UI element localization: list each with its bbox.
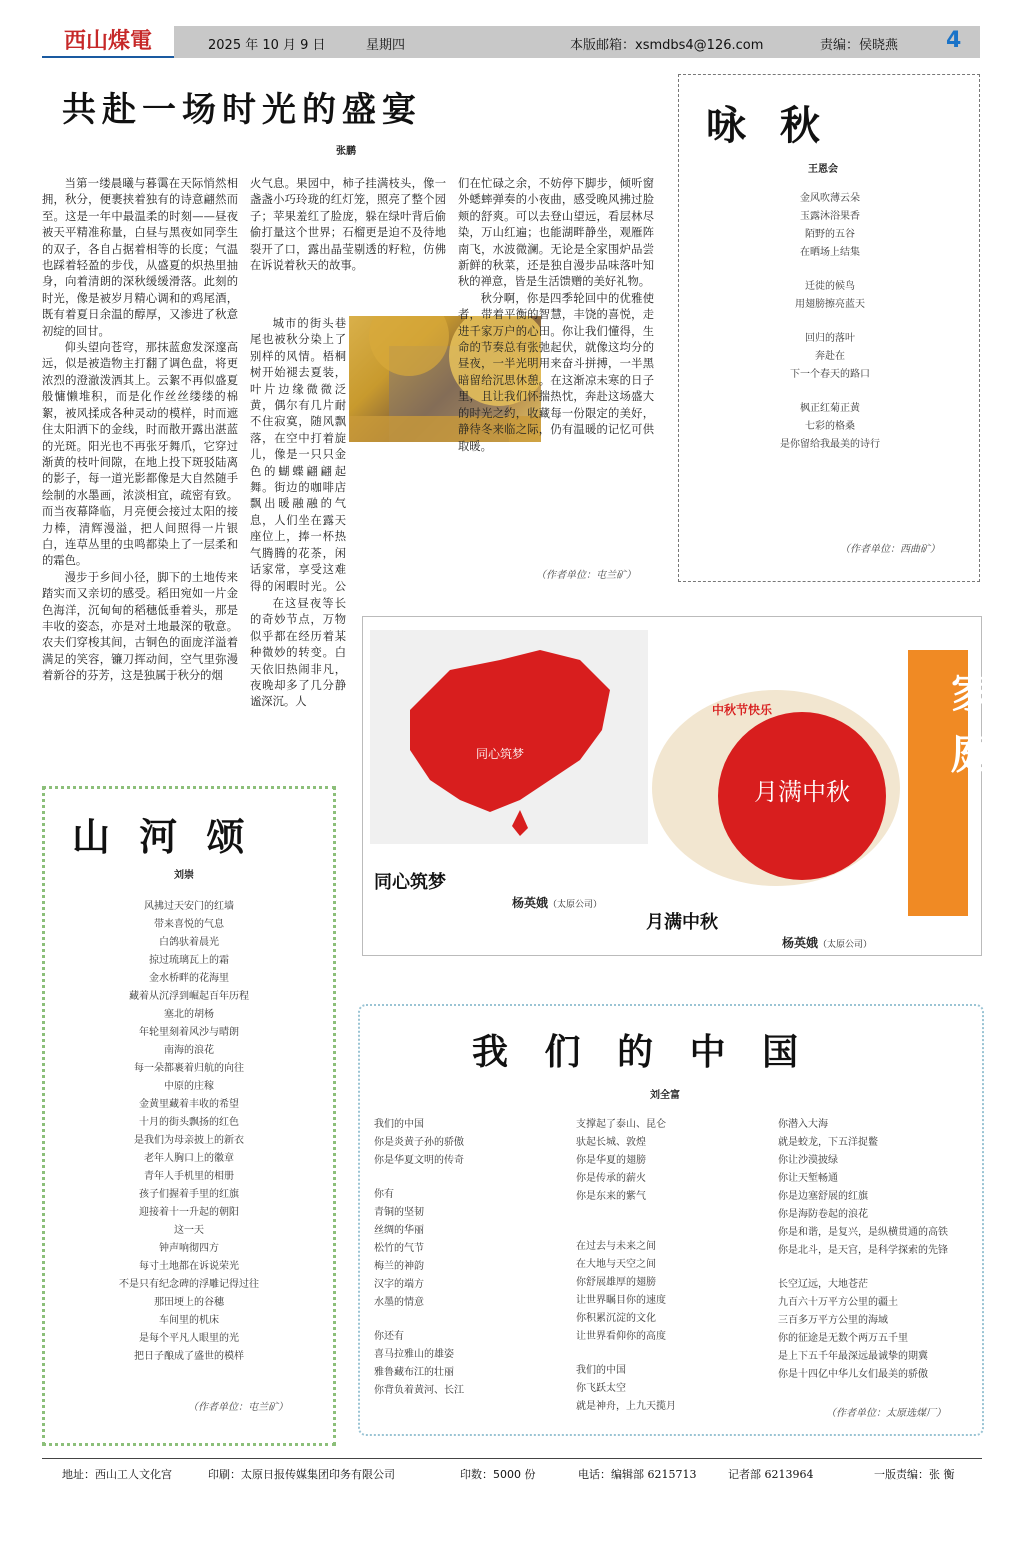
poem-line: 你是东来的紫气	[576, 1191, 646, 1202]
page-email: 本版邮箱：xsmdbs4@126.com	[570, 38, 764, 53]
poem-line: 七彩的格桑	[805, 421, 855, 432]
poem-line: 你背负着黄河、长江	[374, 1385, 464, 1396]
essay-column-1	[42, 176, 238, 754]
poem-gap	[576, 1346, 766, 1362]
poem-line: 松竹的气节	[374, 1243, 424, 1254]
poem-gap	[374, 1312, 564, 1328]
footer-phone-editorial: 6215713	[647, 1468, 697, 1481]
poem-line: 孩子们握着手里的红旗	[139, 1189, 239, 1200]
footer-reporter-label: 记者部	[728, 1468, 761, 1481]
work2-title: 月满中秋	[646, 912, 718, 933]
family-tag-text: 家 庭	[943, 670, 994, 774]
china-map-papercut	[370, 630, 648, 844]
issue-date: 2025 年 10 月 9 日	[208, 38, 326, 53]
poem-line: 你积累沉淀的文化	[576, 1313, 656, 1324]
poem-line: 中原的庄稼	[164, 1081, 214, 1092]
poem-line: 迁徙的候鸟	[805, 281, 855, 292]
poem-line: 喜马拉雅山的雄姿	[374, 1349, 454, 1360]
poem-line: 你是边塞舒展的红旗	[778, 1191, 868, 1202]
poem-line: 你是华夏文明的传奇	[374, 1155, 464, 1166]
poem-line: 陌野的五谷	[805, 229, 855, 240]
work1-author-unit: （太原公司）	[548, 900, 603, 910]
shanhe-title: 山 河 颂	[72, 815, 253, 859]
poem-line: 回归的落叶	[805, 333, 855, 344]
essay-para: 在这昼夜等长的奇妙节点，万物似乎都在经历着某种微妙的转变。白天依旧热闹非凡，夜晚却多了几分静谧深沉。人	[250, 597, 346, 709]
poem-line: 塞北的胡杨	[164, 1009, 214, 1020]
poem-line: 枫正红菊正黄	[800, 403, 860, 414]
poem-line: 汉字的端方	[374, 1279, 424, 1290]
poem-line: 我们的中国	[374, 1119, 424, 1130]
poem-line: 是上下五千年最深远最诚挚的期冀	[778, 1351, 928, 1362]
poem-line: 你飞跃太空	[576, 1383, 626, 1394]
poem-line: 奔赴在	[815, 351, 845, 362]
essay-para: 秋分啊，你是四季轮回中的优雅使者，带着平衡的智慧，丰饶的喜悦，走进千家万户的心田。你让我们懂得，生命的节奏总有张弛起伏，就像这均分的昼夜，一半光明用来奋斗拼搏，一半黑暗留给沉思休憩。在这渐凉未寒的日子里，且让我们怀揣热忱，奔赴这场盛大的时光之约，收藏每一份限定的美好，静待冬来临之际，仍有温暖的记忆可供取暖。	[458, 291, 654, 453]
poem-line: 是我们为母亲披上的新衣	[134, 1135, 244, 1146]
poem-line: 玉露沐浴果香	[800, 211, 860, 222]
poem-line: 南海的浪花	[164, 1045, 214, 1056]
poem-line: 这一天	[174, 1225, 204, 1236]
page-number: 4	[946, 28, 962, 53]
poem-line: 把日子酿成了盛世的模样	[134, 1351, 244, 1362]
poem-line: 车间里的机床	[159, 1315, 219, 1326]
shanhe-author-unit: （作者单位：屯兰矿）	[188, 1402, 288, 1413]
poem-gap	[576, 1222, 766, 1238]
poem-line: 你有	[374, 1189, 394, 1200]
poem-line: 青铜的坚韧	[374, 1207, 424, 1218]
essay-para: 漫步于乡间小径，脚下的土地传来踏实而又亲切的感受。稻田宛如一片金色海洋，沉甸甸的稻穗低垂着头，那是丰收的姿态，亦是对土地最深的敬意。农夫们穿梭其间，古铜色的面庞洋溢着满足的笑容，镰刀挥动间，空气里弥漫着新谷的芬芳，这是独属于秋分的烟	[42, 570, 238, 683]
yongqiu-title: 咏 秋	[706, 103, 830, 149]
ours-title: 我 们 的 中 国	[472, 1032, 811, 1073]
yongqiu-poem	[700, 190, 960, 454]
essay-author-unit: （作者单位：屯兰矿）	[536, 570, 636, 581]
essay-column-3	[458, 176, 654, 564]
poem-line: 金风吹薄云朵	[800, 193, 860, 204]
poem-line: 梅兰的神韵	[374, 1261, 424, 1272]
poem-line: 钟声响彻四方	[159, 1243, 219, 1254]
poem-line: 你让沙漠披绿	[778, 1155, 838, 1166]
essay-column-2-wrap	[250, 316, 346, 596]
poem-line: 就是神舟，上九天揽月	[576, 1401, 676, 1412]
footer-address: 地址：西山工人文化宫	[62, 1468, 172, 1481]
poem-line: 藏着从沉浮到崛起百年历程	[129, 991, 249, 1002]
poem-line: 白鸽驮着晨光	[159, 937, 219, 948]
poem-line: 丝绸的华丽	[374, 1225, 424, 1236]
poem-line: 让世界看仰你的高度	[576, 1331, 666, 1342]
poem-gap	[778, 1260, 976, 1276]
essay-para: 仰头望向苍穹，那抹蓝愈发深邃高远，似是被造物主打翻了调色盘，将更浓烈的澄澈泼洒其上。云絮不再似盛夏般慵懒堆积，而是化作丝丝缕缕的棉絮，被风揉成各种灵动的模样，时而遮住太阳洒下的金线，时而散开露出湛蓝的光斑。阳光也不再张牙舞爪，它穿过渐黄的枝叶间隙，在地上投下斑驳陆离的影子，每一道光影都像是大自然随手绘制的水墨画，浓淡相宜，疏密有致。而当夜幕降临，月亮便会接过太阳的接力棒，清辉漫溢，把人间照得一片银白，连草丛里的虫鸣都染上了一层柔和的霜色。	[42, 341, 238, 568]
papercut-1	[370, 630, 648, 844]
poem-line: 用翅膀擦亮蓝天	[795, 299, 865, 310]
poem-line: 三百多万平方公里的海域	[778, 1315, 888, 1326]
footer-phone-label: 电话：编辑部	[578, 1468, 644, 1481]
page-editor: 责编：侯晓燕	[820, 38, 899, 53]
poem-line: 在晒场上结集	[800, 247, 860, 258]
papercut-2-banner: 中秋节快乐	[712, 703, 773, 717]
ours-author-unit: （作者单位：太原选煤厂）	[826, 1408, 946, 1419]
poem-line: 十月的街头飘扬的红色	[139, 1117, 239, 1128]
poem-line: 水墨的情意	[374, 1297, 424, 1308]
ours-column-2	[576, 1116, 766, 1416]
poem-line: 掠过琉璃瓦上的霜	[149, 955, 229, 966]
yongqiu-author-unit: （作者单位：西曲矿）	[840, 544, 940, 555]
yongqiu-author: 王恩会	[808, 164, 838, 175]
poem-line: 支撑起了泰山、昆仑	[576, 1119, 666, 1130]
ours-column-1	[374, 1116, 564, 1400]
essay-para: 火气息。果园中，柿子挂满枝头，像一盏盏小巧玲珑的红灯笼，照亮了整个园子；苹果羞红了脸庞，躲在绿叶背后偷偷打量这个世界；石榴更是迫不及待地裂开了口，露出晶莹剔透的籽粒，仿佛在诉说着秋天的故事。	[250, 177, 446, 273]
work1-title: 同心筑梦	[374, 872, 446, 893]
footer-printer: 印刷：太原日报传媒集团印务有限公司	[208, 1468, 395, 1481]
poem-line: 你是和谐，是复兴，是纵横贯通的高铁	[778, 1227, 948, 1238]
poem-line: 风拂过天安门的红墙	[144, 901, 234, 912]
poem-line: 迎接着十一升起的朝阳	[139, 1207, 239, 1218]
poem-line: 你舒展雄厚的翅膀	[576, 1277, 656, 1288]
footer-reporter	[728, 1466, 814, 1482]
poem-line: 带来喜悦的气息	[154, 919, 224, 930]
poem-gap	[374, 1170, 564, 1186]
poem-line: 青年人手机里的相册	[144, 1171, 234, 1182]
poem-line: 让世界瞩目你的速度	[576, 1295, 666, 1306]
poem-line: 不是只有纪念碑的浮雕记得过往	[119, 1279, 259, 1290]
essay-para: 城市的街头巷尾也被秋分染上了别样的风情。梧桐树开始褪去夏装，叶片边缘微微泛黄，偶尔有几片耐不住寂寞，随风飘落，在空中打着旋儿，像是一只只金色的蝴蝶翩翩起舞。街边的咖啡店飘出暖融融的气息，人们坐在露天座位上，捧一杯热气腾腾的花茶，闲话家常，享受这难得的闲暇时光。公	[250, 317, 346, 593]
poem-line: 你让天堑畅通	[778, 1173, 838, 1184]
footer-copies: 印数：5000 份	[460, 1468, 536, 1481]
poem-line: 你的征途是无数个两万五千里	[778, 1333, 908, 1344]
poem-line: 金水桥畔的花海里	[149, 973, 229, 984]
poem-line: 你是炎黄子孙的骄傲	[374, 1137, 464, 1148]
poem-line: 下一个春天的路口	[790, 369, 870, 380]
poem-line: 那田埂上的谷穗	[154, 1297, 224, 1308]
poem-line: 九百六十万平方公里的疆土	[778, 1297, 898, 1308]
issue-weekday: 星期四	[366, 38, 406, 53]
poem-line: 你是华夏的翅膀	[576, 1155, 646, 1166]
poem-line: 年轮里刻着风沙与晴朗	[139, 1027, 239, 1038]
poem-gap	[576, 1206, 766, 1222]
newspaper-logo: 西山煤電	[42, 24, 174, 58]
poem-line: 你是传承的薪火	[576, 1173, 646, 1184]
mid-autumn-papercut	[652, 690, 900, 886]
poem-line: 在大地与天空之间	[576, 1259, 656, 1270]
work1-author-name: 杨英娥	[512, 896, 549, 910]
poem-line: 是每个平凡人眼里的光	[139, 1333, 239, 1344]
poem-line: 雅鲁藏布江的壮丽	[374, 1367, 454, 1378]
poem-line: 每一朵都裹着归航的向往	[134, 1063, 244, 1074]
poem-line: 金黄里藏着丰收的希望	[139, 1099, 239, 1110]
poem-line: 老年人胸口上的徽章	[144, 1153, 234, 1164]
work1-author	[512, 894, 602, 911]
poem-line: 你是北斗，是天宫，是科学探索的先锋	[778, 1245, 948, 1256]
ours-author: 刘全富	[650, 1090, 680, 1101]
poem-line: 在过去与未来之间	[576, 1241, 656, 1252]
footer-divider	[42, 1458, 982, 1459]
poem-line: 你是十四亿中华儿女们最美的骄傲	[778, 1369, 928, 1380]
poem-line: 你还有	[374, 1331, 404, 1342]
poem-line: 驮起长城、敦煌	[576, 1137, 646, 1148]
essay-title: 共赴一场时光的盛宴	[62, 90, 422, 130]
poem-line: 就是蛟龙，下五洋捉鳖	[778, 1137, 878, 1148]
work2-author-name: 杨英娥	[782, 936, 819, 950]
work2-author	[782, 934, 872, 951]
ours-column-3	[778, 1116, 976, 1384]
essay-para: 当第一缕晨曦与暮霭在天际悄然相拥，秋分，便裹挟着独有的诗意翩然而至。这是一年中最温柔的时刻——昼夜被天平精准称量，白昼与黑夜如同孪生的双子，各自占据着相等的长度；气温也踩着轻盈的步伐，从盛夏的炽热里抽身，向着清朗的深秋缓缓滑落。此刻的时光，像是被岁月精心调和的鸡尾酒，既有着夏日余温的醇厚，又渗进了秋意初绽的回甘。	[42, 177, 238, 338]
shanhe-author: 刘崇	[174, 870, 194, 881]
essay-column-2-top	[250, 176, 446, 312]
papercut-1-text: 同心筑梦	[475, 747, 525, 761]
family-tag	[908, 650, 994, 916]
poem-line: 你是海防卷起的浪花	[778, 1209, 868, 1220]
poem-line: 每寸土地都在诉说荣光	[139, 1261, 239, 1272]
shanhe-poem	[58, 898, 320, 1366]
poem-line: 长空辽远，大地苍茫	[778, 1279, 868, 1290]
papercut-2-text: 月满中秋	[754, 778, 850, 806]
footer-chief-editor: 一版责编：张 衡	[874, 1468, 955, 1481]
essay-author: 张鹏	[336, 146, 356, 157]
essay-para: 们在忙碌之余，不妨停下脚步，倾听窗外蟋蟀弹奏的小夜曲，感受晚风拂过脸颊的舒爽。可以去登山望远，看层林尽染，万山红遍；也能湖畔静坐，观雁阵南飞，水波微澜。无论是全家围炉品尝新鲜的秋菜，还是独自漫步品味落叶知秋的禅意，皆是生活馈赠的美好礼物。	[458, 177, 654, 289]
poem-line: 是你留给我最美的诗行	[780, 439, 880, 450]
footer-phone	[578, 1466, 697, 1482]
poem-line: 我们的中国	[576, 1365, 626, 1376]
papercut-2	[652, 690, 900, 886]
work2-author-unit: （太原公司）	[818, 940, 873, 950]
essay-column-2-bottom	[250, 596, 346, 754]
footer-phone-reporter: 6213964	[764, 1468, 814, 1481]
poem-line: 你潜入大海	[778, 1119, 828, 1130]
